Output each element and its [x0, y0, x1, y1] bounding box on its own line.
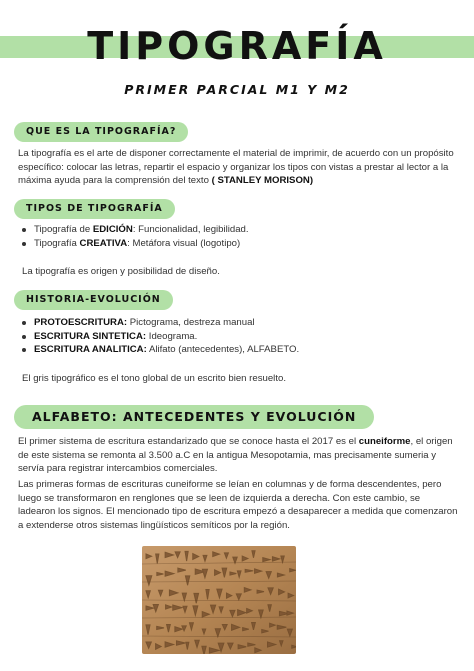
- list-item: ESCRITURA ANALITICA: Alifato (antecedentes), ALFABETO.: [22, 343, 452, 357]
- heading-tipos: TIPOS DE TIPOGRAFÍA: [14, 199, 175, 219]
- list-tipos: [22, 223, 452, 250]
- list-item: ESCRITURA SINTETICA: Ideograma.: [22, 330, 452, 344]
- heading-que-es: QUE ES LA TIPOGRAFÍA?: [14, 122, 188, 142]
- note-historia: El gris tipográfico es el tono global de un escrito bien resuelto.: [22, 373, 286, 384]
- list-item: Tipografía de EDICIÓN: Funcionalidad, legibilidad.: [22, 223, 452, 237]
- paragraph-alfabeto-1: El primer sistema de escritura estandarizado que se conoce hasta el 2017 es el cuneiforme, el origen de este sistema se remonta al 3.500 a.C en la antigua Mesopotamia, mas precisamente sumeria y servía para registrar intercambios comerciales.: [18, 436, 453, 474]
- paragraph-que-es-text: La tipografía es el arte de disponer correctamente el material de imprimir, de acuerdo con un propósito específico: colocar las letras, repartir el espacio y organizar los tipos con vistas a prestar al lector a la máxima ayuda para la comprensión del texto: [18, 148, 454, 186]
- paragraph-alfabeto-2: Las primeras formas de escrituras cuneiforme se leían en columnas y de forma descendentes, pero luego se transformaron en renglones que se leen de izquierda a derecha. Con este cambio, se ladearon los signos. El mencionado tipo de escritura empezó a desaparecer a medida que comenzaron a extenderse otros sistemas lingüísticos semíticos por la región.: [18, 479, 458, 531]
- page-subtitle: PRIMER PARCIAL M1 Y M2: [124, 82, 350, 97]
- page-title: TIPOGRAFÍA: [87, 24, 387, 68]
- heading-alfabeto: ALFABETO: ANTECEDENTES Y EVOLUCIÓN: [14, 405, 374, 429]
- cuneiform-tablet-image: [142, 546, 296, 654]
- list-item: PROTOESCRITURA: Pictograma, destreza manual: [22, 316, 452, 330]
- heading-historia: HISTORIA-EVOLUCIÓN: [14, 290, 173, 310]
- author-credit: ( STANLEY MORISON): [211, 175, 314, 186]
- note-tipos: La tipografía es origen y posibilidad de diseño.: [22, 266, 220, 277]
- list-item: Tipografía CREATIVA: Metáfora visual (logotipo): [22, 237, 452, 251]
- list-historia: [22, 316, 452, 357]
- paragraph-que-es: [18, 147, 458, 188]
